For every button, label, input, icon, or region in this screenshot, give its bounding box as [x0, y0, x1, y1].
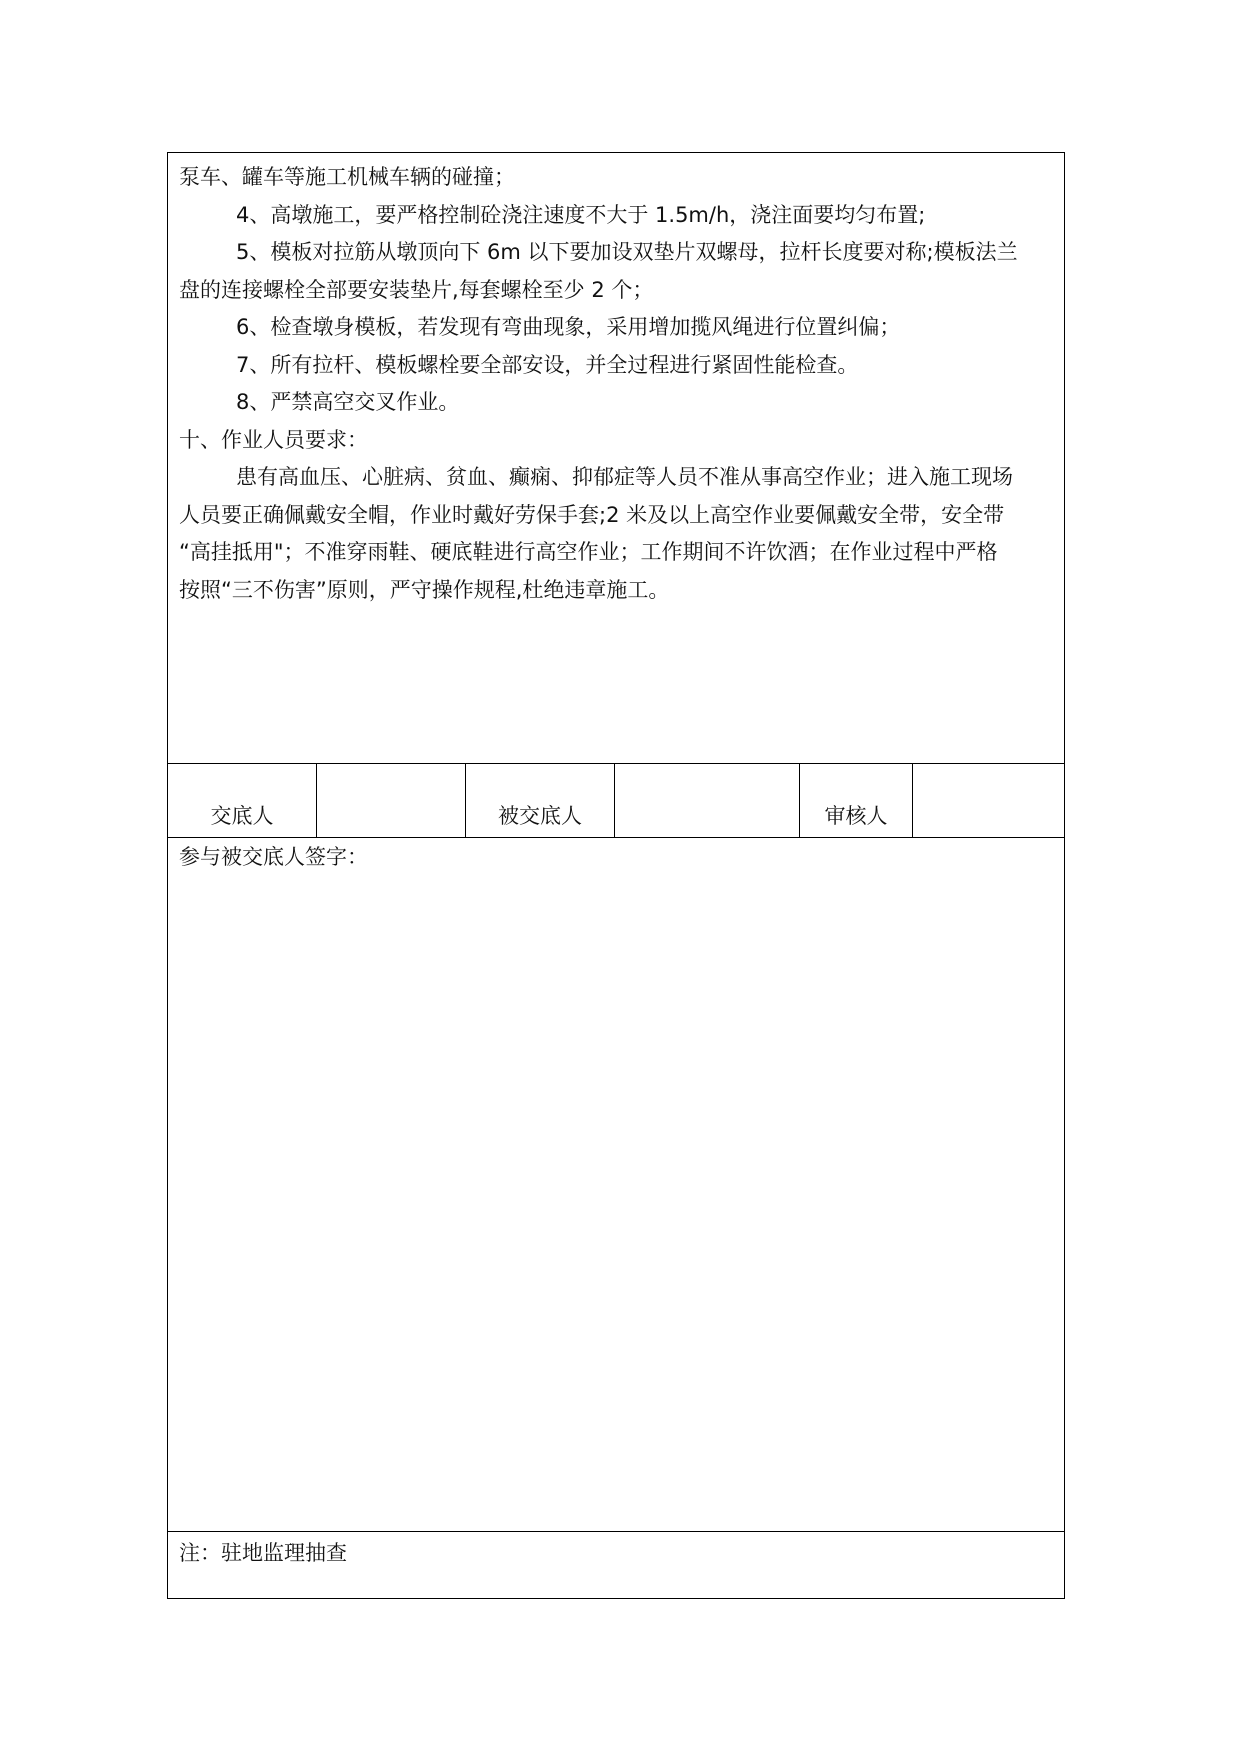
participants-label: 参与被交底人签字：	[179, 845, 368, 869]
content-line: 7、所有拉杆、模板螺栓要全部安设，并全过程进行紧固性能检查。	[236, 352, 859, 377]
section-heading: 十、作业人员要求：	[179, 427, 368, 452]
content-line: 人员要正确佩戴安全帽，作业时戴好劳保手套;2 米及以上高空作业要佩戴安全带，安全带	[179, 502, 1005, 527]
content-line: 泵车、罐车等施工机械车辆的碰撞；	[179, 165, 515, 189]
note-cell	[168, 1532, 1064, 1598]
content-line: 盘的连接螺栓全部要安装垫片,每套螺栓至少 2 个；	[179, 277, 654, 302]
disclosure-table	[167, 152, 1065, 1599]
content-line: “高挂抵用"；不准穿雨鞋、硬底鞋进行高空作业；工作期间不许饮酒；在作业过程中严格	[179, 540, 998, 564]
sign-row	[168, 763, 1064, 838]
discloser-label: 交底人	[210, 804, 274, 828]
content-cell	[168, 153, 1064, 763]
participants-signature-area[interactable]	[168, 838, 1064, 1532]
recipient-signature-field[interactable]	[615, 764, 800, 837]
content-line: 患有高血压、心脏病、贫血、癫痫、抑郁症等人员不准从事高空作业；进入施工现场	[236, 465, 1013, 489]
reviewer-label: 审核人	[824, 804, 888, 828]
reviewer-signature-field[interactable]	[913, 764, 1064, 837]
content-line: 6、检查墩身模板，若发现有弯曲现象，采用增加揽风绳进行位置纠偏；	[236, 315, 901, 339]
note-text: 注：驻地监理抽查	[179, 1541, 347, 1565]
content-line: 8、严禁高空交叉作业。	[236, 390, 460, 414]
content-line: 4、高墩施工，要严格控制砼浇注速度不大于 1.5m/h，浇注面要均匀布置;	[236, 202, 926, 227]
content-line: 5、模板对拉筋从墩顶向下 6m 以下要加设双垫片双螺母，拉杆长度要对称;模板法兰	[236, 240, 1018, 264]
recipient-label-cell	[466, 764, 615, 837]
recipient-label: 被交底人	[498, 804, 582, 828]
reviewer-label-cell	[800, 764, 913, 837]
content-line: 按照“三不伤害”原则，严守操作规程,杜绝违章施工。	[179, 577, 670, 602]
discloser-signature-field[interactable]	[317, 764, 466, 837]
discloser-label-cell	[168, 764, 317, 837]
